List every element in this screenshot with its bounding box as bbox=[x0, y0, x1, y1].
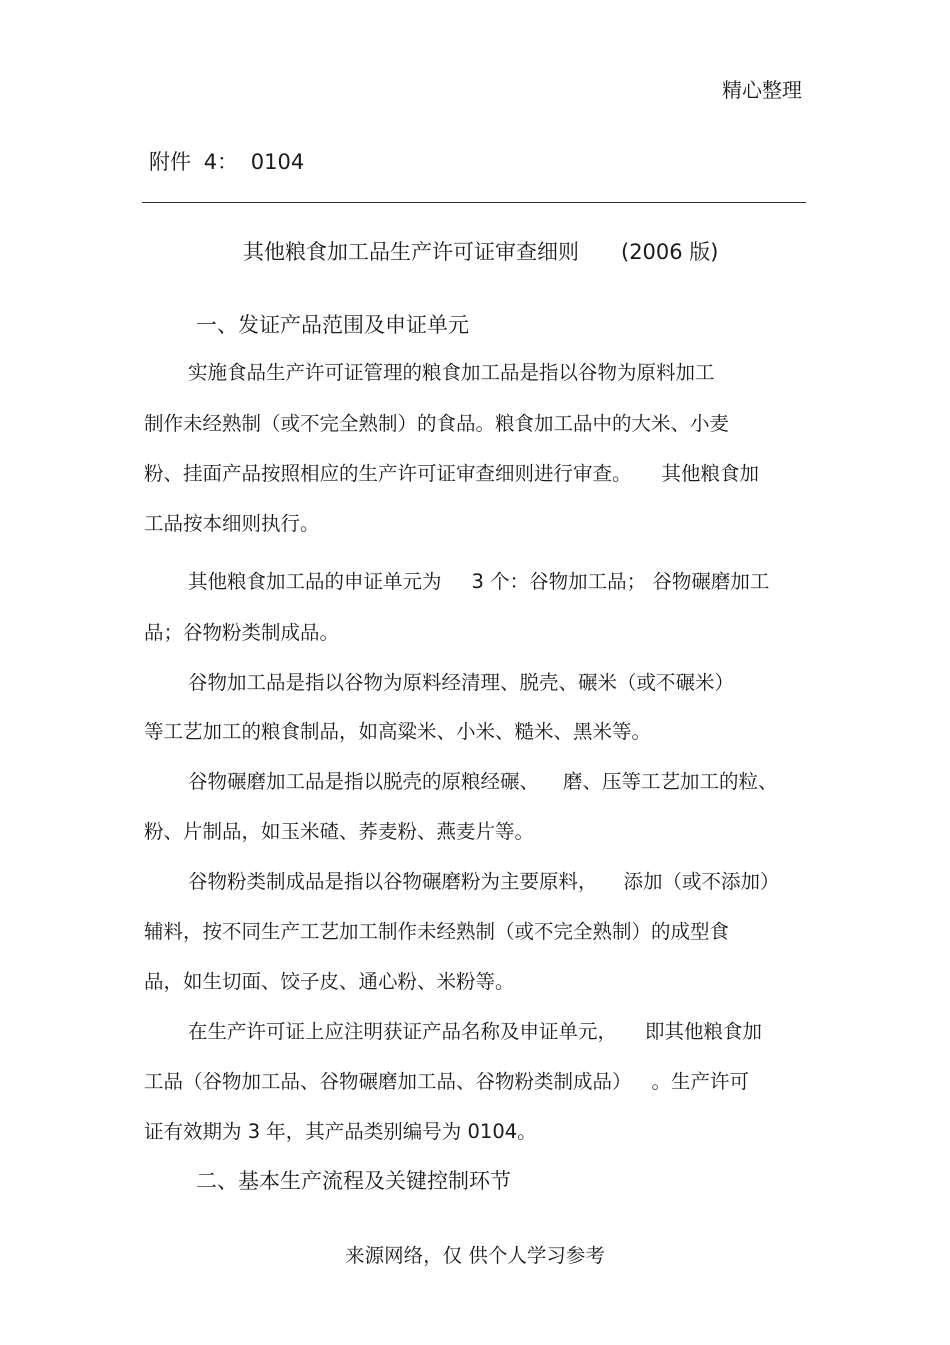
paragraph-segment: 在生产许可证上应注明获证产品名称及申证单元， bbox=[188, 1020, 618, 1043]
section-heading-2: 二、基本生产流程及关键控制环节 bbox=[196, 1169, 511, 1193]
attachment-label bbox=[149, 146, 310, 176]
document-title bbox=[243, 236, 719, 266]
attachment-word: 附件 bbox=[149, 150, 191, 174]
paragraph-segment: 谷物粉类制成品是指以谷物碾磨粉为主要原料， bbox=[188, 870, 598, 893]
paragraph-line: 制作未经熟制（或不完全熟制）的食品。粮食加工品中的大米、小麦 bbox=[144, 412, 730, 435]
paragraph-line: 粉、片制品，如玉米碴、荞麦粉、燕麦片等。 bbox=[144, 820, 535, 843]
paragraph-line bbox=[188, 766, 778, 794]
title-main: 其他粮食加工品生产许可证审查细则 bbox=[243, 240, 579, 264]
attachment-number: 4： bbox=[203, 150, 239, 174]
paragraph-line bbox=[188, 1016, 762, 1044]
paragraph-line bbox=[188, 566, 769, 594]
paragraph-line: 等工艺加工的粮食制品，如高粱米、小米、糙米、黑米等。 bbox=[144, 720, 652, 743]
paragraph-segment: 即其他粮食加 bbox=[645, 1020, 763, 1043]
paragraph-line: 辅料，按不同生产工艺加工制作未经熟制（或不完全熟制）的成型食 bbox=[144, 920, 730, 943]
paragraph-line: 证有效期为 3 年，其产品类别编号为 0104。 bbox=[144, 1120, 537, 1143]
horizontal-rule bbox=[142, 202, 806, 203]
header-note: 精心整理 bbox=[722, 78, 802, 102]
paragraph-segment: 。生产许可 bbox=[651, 1070, 750, 1093]
paragraph-line: 品；谷物粉类制成品。 bbox=[144, 621, 340, 644]
paragraph-line bbox=[144, 458, 759, 486]
paragraph-line bbox=[188, 866, 780, 894]
paragraph-segment: 其他粮食加工品的申证单元为 bbox=[188, 570, 442, 593]
footer-note: 来源网络，仅 供个人学习参考 bbox=[345, 1244, 605, 1267]
paragraph-segment: 谷物碾磨加工品是指以脱壳的原粮经碾、 bbox=[188, 770, 540, 793]
paragraph-line: 实施食品生产许可证管理的粮食加工品是指以谷物为原料加工 bbox=[188, 361, 715, 384]
paragraph-line: 谷物加工品是指以谷物为原料经清理、脱壳、碾米（或不碾米） bbox=[188, 671, 735, 694]
paragraph-segment: 粉、挂面产品按照相应的生产许可证审查细则进行审查。 bbox=[144, 462, 632, 485]
title-edition: (2006 版) bbox=[621, 240, 719, 264]
paragraph-segment: 其他粮食加 bbox=[661, 462, 760, 485]
attachment-code: 0104 bbox=[250, 150, 305, 174]
paragraph-segment: 磨、压等工艺加工的粒、 bbox=[563, 770, 778, 793]
section-heading-1: 一、发证产品范围及申证单元 bbox=[196, 313, 469, 337]
paragraph-segment: 添加（或不添加） bbox=[623, 870, 780, 893]
paragraph-line: 品，如生切面、饺子皮、通心粉、米粉等。 bbox=[144, 970, 515, 993]
paragraph-line bbox=[144, 1066, 749, 1094]
paragraph-line: 工品按本细则执行。 bbox=[144, 512, 320, 535]
paragraph-segment: 工品（谷物加工品、谷物碾磨加工品、谷物粉类制成品） bbox=[144, 1070, 632, 1093]
paragraph-segment: 3 个：谷物加工品； 谷物碾磨加工 bbox=[471, 570, 770, 593]
